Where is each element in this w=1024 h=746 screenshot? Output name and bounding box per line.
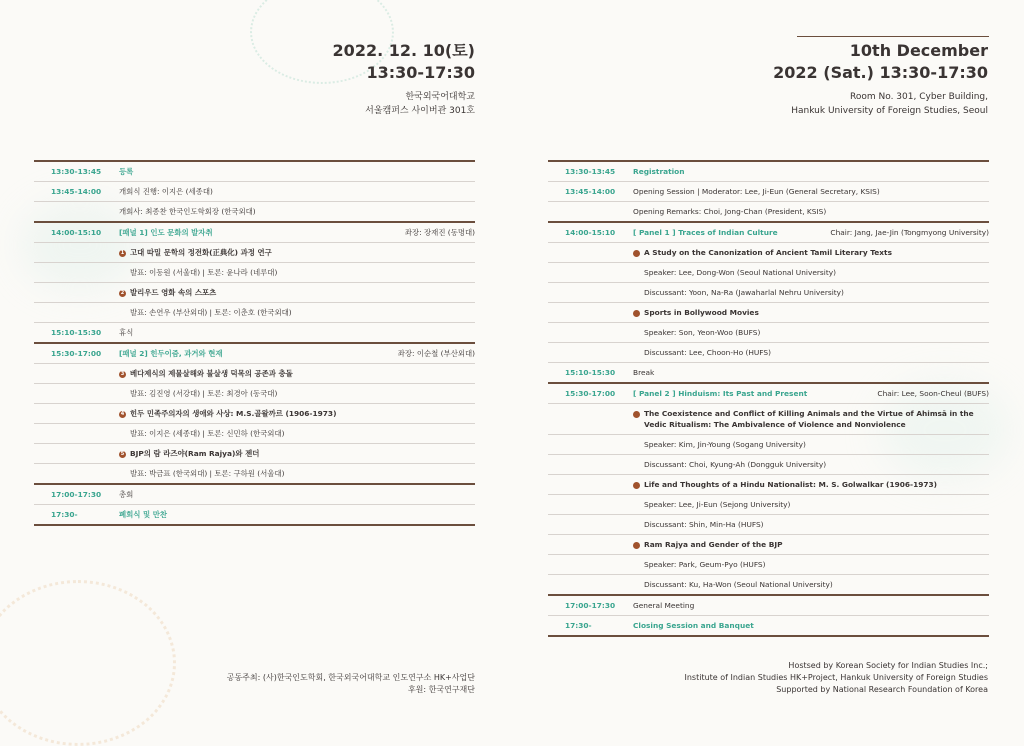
- session-label: 총회: [119, 490, 134, 499]
- table-row: [34, 384, 475, 404]
- table-row: [548, 475, 989, 495]
- table-row: [34, 424, 475, 444]
- talk-title: [633, 303, 989, 322]
- session-detail: 개회사: 최종찬 한국인도학회장 (한국외대): [119, 207, 256, 216]
- speaker: Speaker: Lee, Dong-Won (Seoul National University): [644, 268, 836, 277]
- talk-title: [633, 243, 989, 262]
- korean-header: [333, 40, 475, 118]
- table-row: [548, 243, 989, 263]
- time-slot: 14:00-15:10: [565, 228, 616, 237]
- bullet-icon: [633, 250, 640, 257]
- table-row: [548, 263, 989, 283]
- english-venue-line2: Hankuk University of Foreign Studies, Seoul: [791, 106, 988, 116]
- table-row: [34, 404, 475, 424]
- table-row: [548, 202, 989, 223]
- table-row: [34, 223, 475, 243]
- talk-title-text: Life and Thoughts of a Hindu Nationalist: M. S. Golwalkar (1906-1973): [644, 480, 938, 489]
- time-slot: 13:45-14:00: [51, 187, 102, 196]
- panel-chair: Chair: Jang, Jae-Jin (Tongmyong University): [830, 228, 989, 237]
- panel-title: [패널 1] 인도 문화의 발자취: [119, 228, 213, 237]
- time-slot: 17:30-: [51, 510, 78, 519]
- table-row: [548, 363, 989, 384]
- table-row: [34, 160, 475, 182]
- sponsor: Supported by National Research Foundation of Korea: [776, 685, 988, 694]
- organizers: 공동주최: (사)한국인도학회, 한국외국어대학교 인도연구소 HK+사업단: [226, 673, 475, 682]
- session-label: General Meeting: [633, 601, 695, 610]
- korean-venue-line1: 한국외국어대학교: [405, 92, 475, 102]
- speaker: Speaker: Park, Geum-Pyo (HUFS): [644, 560, 766, 569]
- session-label: 폐회식 및 만찬: [119, 510, 167, 519]
- talk-title: [119, 404, 475, 423]
- discussant: Discussant: Yoon, Na-Ra (Jawaharlal Nehru University): [644, 288, 844, 297]
- talk-title-text: 힌두 민족주의자의 생애와 사상: M.S.골왈까르 (1906-1973): [130, 409, 337, 418]
- hosts-line2: Institute of Indian Studies HK+Project, Hankuk University of Foreign Studies: [684, 673, 988, 682]
- sponsor: 후원: 한국연구재단: [407, 685, 475, 694]
- number-badge: 2: [120, 289, 125, 296]
- time-slot: 13:30-13:45: [51, 167, 102, 176]
- talk-title: [119, 444, 475, 463]
- talk-people: 발표: 손연우 (부산외대) | 토론: 이춘호 (한국외대): [130, 308, 292, 317]
- table-row: [548, 535, 989, 555]
- talk-title: [119, 283, 475, 302]
- session-detail: Opening Remarks: Choi, Jong-Chan (President, KSIS): [633, 207, 827, 216]
- table-row: [34, 263, 475, 283]
- panel-chair: Chair: Lee, Soon-Cheul (BUFS): [877, 389, 989, 398]
- talk-title-line1: The Coexistence and Conflict of Killing Animals and the Virtue of Ahimsā in the: [644, 409, 974, 418]
- table-row: [34, 485, 475, 505]
- time-slot: 15:10-15:30: [565, 368, 616, 377]
- table-row: [548, 515, 989, 535]
- table-row: [548, 455, 989, 475]
- table-row: [548, 404, 989, 435]
- korean-date: 2022. 12. 10(토): [332, 41, 475, 60]
- discussant: Discussant: Ku, Ha-Won (Seoul National University): [644, 580, 833, 589]
- talk-title-line2: Vedic Ritualism: The Ambivalence of Violence and Nonviolence: [644, 420, 906, 429]
- table-row: [548, 596, 989, 616]
- talk-title: [633, 535, 989, 554]
- english-date-line1: 10th December: [849, 41, 988, 60]
- hosts-line1: Hostsed by Korean Society for Indian Studies Inc.;: [788, 661, 988, 670]
- number-badge: 1: [120, 249, 125, 256]
- talk-people: 발표: 이동원 (서울대) | 토론: 윤나라 (네루대): [130, 268, 278, 277]
- time-slot: 17:30-: [565, 621, 592, 630]
- session-detail: 개회식 진행: 이지은 (세종대): [119, 187, 213, 196]
- table-row: [34, 464, 475, 485]
- session-label: 등록: [119, 167, 134, 176]
- table-row: [548, 323, 989, 343]
- table-row: [548, 555, 989, 575]
- time-slot: 13:45-14:00: [565, 187, 616, 196]
- talk-title-text: 고대 따밀 문학의 정전화(正典化) 과정 연구: [130, 248, 272, 257]
- talk-title-text: Ram Rajya and Gender of the BJP: [644, 540, 783, 549]
- panel-chair: 좌장: 이순철 (부산외대): [397, 349, 475, 358]
- korean-venue-line2: 서울캠퍼스 사이버관 301호: [365, 106, 475, 116]
- talk-title: [119, 364, 475, 383]
- time-slot: 17:00-17:30: [51, 490, 102, 499]
- table-row: [548, 384, 989, 404]
- discussant: Discussant: Choi, Kyung-Ah (Dongguk University): [644, 460, 827, 469]
- table-row: [548, 495, 989, 515]
- speaker: Speaker: Son, Yeon-Woo (BUFS): [644, 328, 761, 337]
- korean-program: [34, 160, 475, 526]
- talk-people: 발표: 이지은 (세종대) | 토론: 신민하 (한국외대): [130, 429, 285, 438]
- panel-title: [ Panel 1 ] Traces of Indian Culture: [633, 228, 778, 237]
- table-row: [548, 343, 989, 363]
- table-row: [34, 243, 475, 263]
- talk-title: [633, 475, 989, 494]
- header-rule: [797, 36, 989, 37]
- discussant: Discussant: Shin, Min-Ha (HUFS): [644, 520, 764, 529]
- table-row: [548, 435, 989, 455]
- english-footer: [684, 660, 988, 696]
- table-row: [34, 444, 475, 464]
- table-row: [548, 303, 989, 323]
- bullet-icon: [633, 411, 640, 418]
- talk-title-text: Sports in Bollywood Movies: [644, 308, 759, 317]
- table-row: [34, 202, 475, 223]
- table-row: [34, 182, 475, 202]
- time-slot: 17:00-17:30: [565, 601, 616, 610]
- table-row: [548, 223, 989, 243]
- speaker: Speaker: Lee, Ji-Eun (Sejong University): [644, 500, 791, 509]
- korean-time: 13:30-17:30: [366, 63, 475, 82]
- session-label: Closing Session and Banquet: [633, 621, 754, 630]
- session-label: Break: [633, 368, 655, 377]
- session-label: Registration: [633, 167, 685, 176]
- talk-people: 발표: 김진영 (서강대) | 토론: 최경아 (동국대): [130, 389, 278, 398]
- time-slot: 15:10-15:30: [51, 328, 102, 337]
- table-row: [34, 364, 475, 384]
- panel-chair: 좌장: 장재진 (동명대): [404, 228, 475, 237]
- bullet-icon: [633, 310, 640, 317]
- english-date-line2: 2022 (Sat.) 13:30-17:30: [773, 63, 988, 82]
- discussant: Discussant: Lee, Choon-Ho (HUFS): [644, 348, 771, 357]
- table-row: [548, 616, 989, 637]
- table-row: [34, 505, 475, 526]
- korean-footer: [227, 672, 475, 696]
- time-slot: 15:30-17:00: [565, 389, 616, 398]
- table-row: [548, 160, 989, 182]
- english-program: [548, 160, 989, 637]
- mandala-ornament-bottom: [0, 580, 176, 746]
- bullet-icon: [633, 542, 640, 549]
- talk-title-text: A Study on the Canonization of Ancient Tamil Literary Texts: [644, 248, 892, 257]
- table-row: [34, 303, 475, 323]
- table-row: [548, 283, 989, 303]
- time-slot: 14:00-15:10: [51, 228, 102, 237]
- english-venue-line1: Room No. 301, Cyber Building,: [850, 92, 988, 102]
- table-row: [34, 344, 475, 364]
- time-slot: 13:30-13:45: [565, 167, 616, 176]
- number-badge: 5: [120, 450, 125, 457]
- session-label: 휴식: [119, 328, 134, 337]
- talk-title: [119, 243, 475, 262]
- talk-people: 발표: 박금표 (한국외대) | 토론: 구하원 (서울대): [130, 469, 285, 478]
- english-header: [773, 40, 988, 118]
- talk-title-text: 발리우드 영화 속의 스포츠: [130, 288, 217, 297]
- time-slot: 15:30-17:00: [51, 349, 102, 358]
- talk-title-text: 베다제식의 제물살해와 불살생 덕목의 공존과 충돌: [130, 369, 293, 378]
- table-row: [34, 283, 475, 303]
- table-row: [34, 323, 475, 344]
- talk-title: [633, 404, 989, 430]
- table-row: [548, 575, 989, 596]
- speaker: Speaker: Kim, Jin-Young (Sogang University): [644, 440, 806, 449]
- table-row: [548, 182, 989, 202]
- panel-title: [패널 2] 힌두이즘, 과거와 현재: [119, 349, 223, 358]
- talk-title-text: BJP의 람 라즈야(Ram Rajya)와 젠더: [130, 449, 260, 458]
- number-badge: 4: [120, 410, 125, 417]
- panel-title: [ Panel 2 ] Hinduism: Its Past and Present: [633, 389, 808, 398]
- session-detail: Opening Session | Moderator: Lee, Ji-Eun (General Secretary, KSIS): [633, 187, 880, 196]
- bullet-icon: [633, 482, 640, 489]
- number-badge: 3: [120, 370, 125, 377]
